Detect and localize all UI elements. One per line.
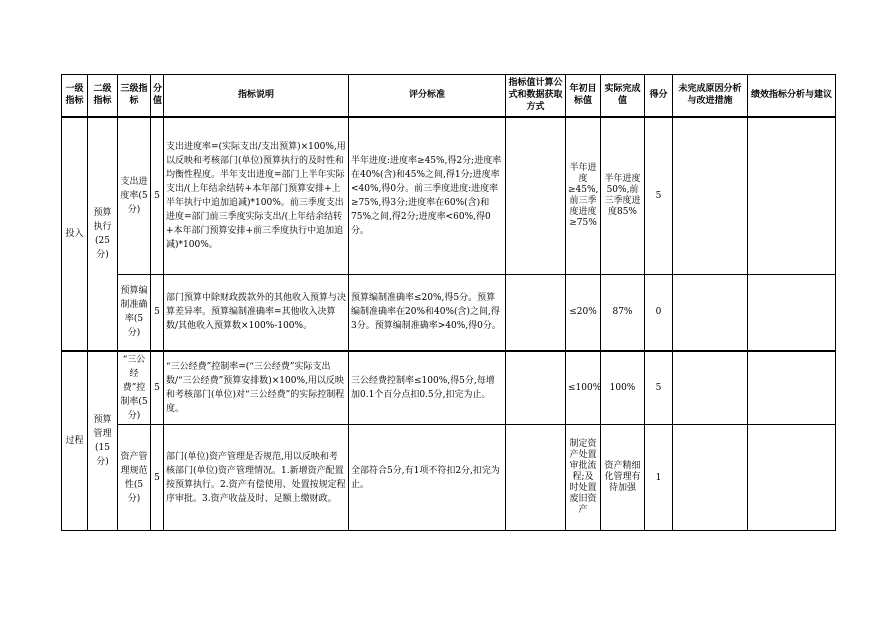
cell-actual: 半年进度50%,前三季度进度85% <box>601 117 645 275</box>
cell-level2: 预算管理(15分) <box>88 351 118 531</box>
table-row <box>62 275 836 351</box>
cell-score: 5 <box>645 351 673 425</box>
header-standard: 评分标准 <box>349 75 506 117</box>
table-row <box>62 425 836 531</box>
header-level3: 三级指标 <box>118 75 151 117</box>
table-row <box>62 351 836 425</box>
cell-score-value: 5 <box>151 351 164 425</box>
cell-target: ≤100% <box>566 351 601 425</box>
cell-standard: 预算编制准确率≤20%,得5分。预算编制准确率在20%和40%(含)之间,得3分。预算编制准确率>40%,得0分。 <box>349 275 506 351</box>
cell-analysis <box>748 117 836 275</box>
cell-score: 0 <box>645 275 673 351</box>
cell-description: 支出进度率=(实际支出/支出预算)×100%,用以反映和考核部门(单位)预算执行的及时性和均衡性程度。半年支出进度=部门上半年实际支出/(上年结余结转+本年部门预算安排+上半年执行中追加追减)*100%。前三季度支出进度=部门前三季度实际支出/(上年结余结转+本年部门预算安排+前三季度执行中追加追减)*100%。 <box>164 117 349 275</box>
header-description: 指标说明 <box>164 75 349 117</box>
header-row <box>62 75 836 117</box>
cell-standard: 全部符合5分,有1项不符扣2分,扣完为止。 <box>349 425 506 531</box>
header-actual: 实际完成值 <box>601 75 645 117</box>
header-level2: 二级指标 <box>88 75 118 117</box>
cell-score: 5 <box>645 117 673 275</box>
cell-formula <box>506 275 566 351</box>
cell-score-value: 5 <box>151 117 164 275</box>
cell-level1: 过程 <box>62 351 88 531</box>
header-score: 得分 <box>645 75 673 117</box>
cell-level3: 资产管理规范性(5分) <box>118 425 151 531</box>
cell-actual: 100% <box>601 351 645 425</box>
cell-analysis <box>748 275 836 351</box>
cell-level3: “三公经费”控制率(5分) <box>118 351 151 425</box>
cell-reason <box>673 425 748 531</box>
cell-actual: 资产精细化管理有待加强 <box>601 425 645 531</box>
cell-score-value: 5 <box>151 425 164 531</box>
header-formula: 指标值计算公式和数据获取方式 <box>506 75 566 117</box>
cell-score: 1 <box>645 425 673 531</box>
cell-analysis <box>748 425 836 531</box>
performance-table <box>61 74 836 531</box>
cell-level2: 预算执行(25分) <box>88 117 118 351</box>
cell-reason <box>673 351 748 425</box>
cell-formula <box>506 117 566 275</box>
header-score-value: 分值 <box>151 75 164 117</box>
cell-standard: 三公经费控制率≤100%,得5分,每增加0.1个百分点扣0.5分,扣完为止。 <box>349 351 506 425</box>
cell-actual: 87% <box>601 275 645 351</box>
cell-level1: 投入 <box>62 117 88 351</box>
cell-description: “三公经费”控制率=(“三公经费”实际支出数/“三公经费”预算安排数)×100%,用以反映和考核部门(单位)对“三公经费”的实际控制程度。 <box>164 351 349 425</box>
header-target: 年初目标值 <box>566 75 601 117</box>
header-reason: 未完成原因分析与改进措施 <box>673 75 748 117</box>
cell-target: ≤20% <box>566 275 601 351</box>
cell-formula <box>506 351 566 425</box>
cell-description: 部门预算中除财政拨款外的其他收入预算与决算差异率。预算编制准确率=其他收入决算数/其他收入预算数×100%-100%。 <box>164 275 349 351</box>
table-row <box>62 117 836 275</box>
cell-reason <box>673 117 748 275</box>
cell-reason <box>673 275 748 351</box>
header-analysis: 绩效指标分析与建议 <box>748 75 836 117</box>
cell-description: 部门(单位)资产管理是否规范,用以反映和考核部门(单位)资产管理情况。1.新增资产配置按预算执行。2.资产有偿使用、处置按规定程序审批。3.资产收益及时、足额上缴财政。 <box>164 425 349 531</box>
header-level1: 一级指标 <box>62 75 88 117</box>
cell-score-value: 5 <box>151 275 164 351</box>
cell-target: 半年进度≥45%,前三季度进度≥75% <box>566 117 601 275</box>
cell-level3: 预算编制准确率(5分) <box>118 275 151 351</box>
cell-target: 制定资产处置审批流程;及时处置废旧资产 <box>566 425 601 531</box>
cell-level3: 支出进度率(5分) <box>118 117 151 275</box>
cell-formula <box>506 425 566 531</box>
cell-analysis <box>748 351 836 425</box>
cell-standard: 半年进度:进度率≥45%,得2分;进度率在40%(含)和45%之间,得1分;进度率<40%,得0分。前三季度进度:进度率≥75%,得3分;进度率在60%(含)和75%之间,得2分;进度率<60%,得0分。 <box>349 117 506 275</box>
